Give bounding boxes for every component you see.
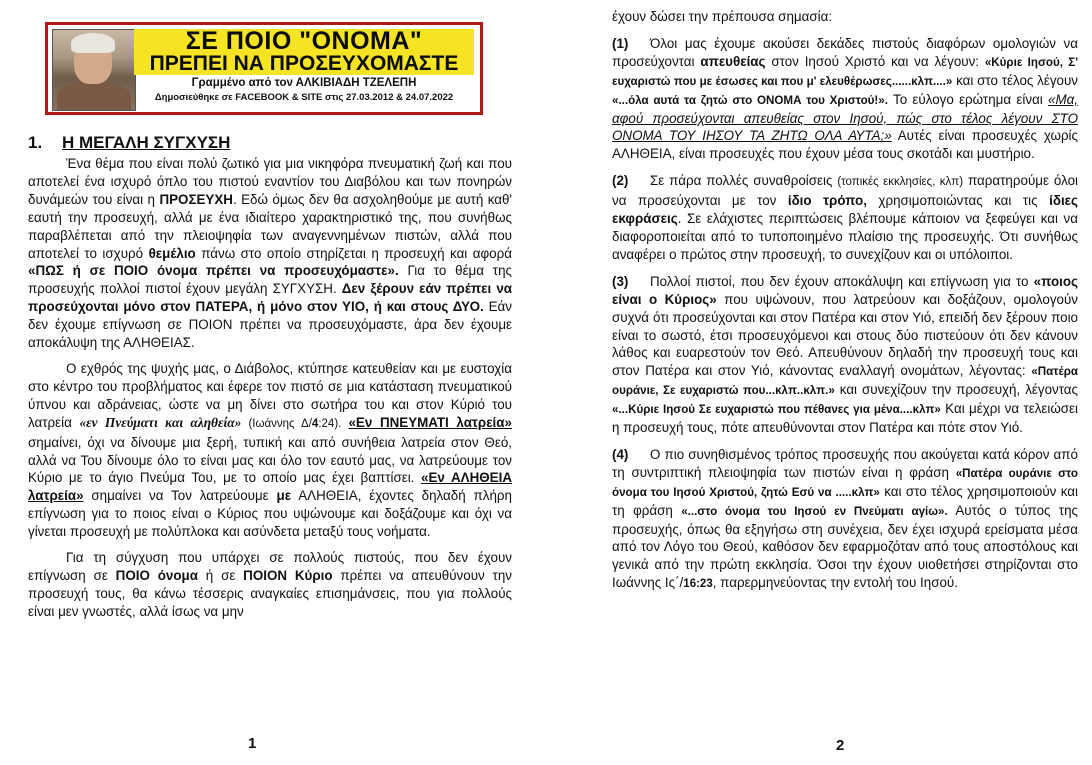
text: Και μέχρι να τελειώσει η προσευχή τους, πότε απευθύνονται στον Πατέρα και πότε στον Υιό. (612, 401, 1079, 436)
text: Ο εχθρός της ψυχής μας, ο Διάβολος, κτύπησε κατευθείαν και με ευστοχία στο κέντρο του προβλήματος και έφερε τον πιστό σε μια κατάσταση πνευματικού ύπνου και αδράνειας, ώστε να μη δίνει στο σωτήρα του και στον Κύριό του λατρεία (28, 360, 512, 430)
published-line: Δημοσιεύθηκε σε FACEBOOK & SITE στις 27.03.2012 & 24.07.2022 (154, 92, 454, 103)
page-number: 1 (248, 735, 257, 752)
point-4 (612, 446, 1078, 594)
point-2 (612, 172, 1078, 264)
text: και συνεχίζουν την προσευχή, λέγοντας (834, 382, 1079, 398)
point-number: (2) (612, 173, 629, 189)
section-heading (28, 133, 512, 153)
text: Το εύλογο ερώτημα είναι (887, 91, 1049, 107)
text: «Πατέρα ουράνιε, Σε ευχαριστώ που...κλπ..κλπ.» (612, 365, 1078, 398)
text: πάνω στο οποίο στηρίζεται η προσευχή και αφορά (195, 245, 512, 261)
text: Δεν ξέρουν εάν πρέπει να προσεύχονται μόνο στον ΠΑΤΕΡΑ, ή μόνο στον ΥΙΟ, ή και στους ΔΥΟ. (28, 281, 512, 315)
text: ίδιο τρόπο, (787, 193, 867, 209)
text: Εάν δεν έχουμε επίγνωση σε ΠΟΙΟΝ πρέπει να προσευχόμαστε, άρα δεν έχουμε αποκάλυψη της ΑΛΗΘΕΙΑΣ. (28, 299, 512, 351)
article-meta (134, 76, 474, 105)
author-photo (52, 29, 136, 111)
text: ΠΟΙΟΝ Κύριο (243, 567, 333, 583)
text: πρέπει να απευθύνουν την προσευχή τους, θα κάνω τέσσερις αναγκαίες επισημάνσεις, που για πολλούς είναι μεν γνωστές, αλλά ίσως να μην (28, 567, 512, 619)
text: «Εν ΑΛΗΘΕΙΑ λατρεία» (28, 470, 512, 504)
text: ή σε (197, 567, 244, 583)
text: ΠΟΙΟ όνομα (115, 567, 198, 583)
paragraph-1 (28, 155, 512, 352)
text: ΑΛΗΘΕΙΑ, έχοντες δηλαδή πλήρη επίγνωση για το ποιος είναι ο Κύριος που υψώνουμε και δοξάζουμε και όχι να γίνεται προσευχή με πολύπλοκα και ασύνδετα μεταξύ τους νοήματα. (28, 488, 512, 540)
text: «...Κύριε Ιησού Σε ευχαριστώ που πέθανες για μένα....κλπ» (612, 403, 941, 417)
text: Πολλοί πιστοί, που δεν έχουν αποκάλυψη και επίγνωση για το (650, 273, 1034, 289)
text: Αυτές είναι προσευχές χωρίς ΑΛΗΘΕΙΑ, είναι προσευχές που έχουν μέσα τους σκοτάδι και μυστήριο. (612, 128, 1078, 162)
text: Ο πιο συνηθισμένος τρόπος προσευχής που ακούγεται κατά κόρον από τη συντριπτική πλειοψηφία των πιστών είναι η φράση (612, 446, 1078, 480)
point-3 (612, 273, 1078, 437)
text: «εν Πνεύματι και αληθεία» (79, 414, 242, 430)
article-header (45, 22, 483, 115)
text: απευθείας (700, 53, 766, 69)
text: «Μα, αφού προσεύχονται απευθείας στον Ιησού, πώς στο τέλος λέγουν ΣΤΟ ΟΝΟΜΑ ΤΟΥ ΙΗΣΟΥ ΤΑ ΖΗΤΩ ΟΛΑ ΑΥΤΑ;» (612, 91, 1078, 144)
text: παρατηρούμε όλοι να προσεύχονται με τον (612, 173, 1078, 209)
text: 4 (311, 417, 319, 430)
text: Για το θέμα της προσευχής πολλοί πιστοί έχουν μεγάλη ΣΥΓΧΥΣΗ. (28, 263, 512, 297)
text: :24). (318, 417, 349, 430)
point-number: (4) (612, 446, 629, 462)
text: Για τη σύγχυση που υπάρχει σε πολλούς πιστούς, που δεν έχουν επίγνωση σε (28, 550, 512, 583)
text: ΠΡΟΣΕΥΧΗ (159, 191, 233, 207)
text: . Εδώ όμως δεν θα ασχοληθούμε με αυτή καθ' εαυτή την προσευχή, αλλά με ένα ιδιαίτερο χαρακτηριστικό της, που συνήθως παραβλέπεται από την πλειοψηφία των αναγεννημένων πιστών, αλλά που αποτελεί το ισχυρό (28, 191, 512, 261)
text: , παρερμηνεύοντας την εντολή του Ιησού. (712, 575, 958, 591)
text: που υψώνουν, που λατρεύουν και δοξάζουν, ομολογούν συχνά ότι προσεύχονται και στον Πατέρα και στον Υιό, επειδή δεν ξέρουν ποιο είναι το σωστό, έτσι προσευχόμενοι και στους δύο πιστεύουν ότι δεν κάνουν λάθος και ευαρεστούν τον Θεό. Απευθύνουν δηλαδή την προσευχή τους και στον Πατέρα και στον Υιό, κάνοντας εναλλαγή ονομάτων, λέγοντας: (612, 291, 1078, 379)
text: Όλοι μας έχουμε ακούσει δεκάδες πιστούς διαφόρων ομολογιών να προσεύχονται (612, 35, 1078, 69)
text: και στο τέλος λέγουν (952, 72, 1079, 88)
text: θεμέλιο (148, 245, 196, 261)
text: χρησιμοποιώντας και τις (866, 193, 1050, 209)
title-line-1: ΣΕ ΠΟΙΟ "ΟΝΟΜΑ" (185, 27, 423, 55)
continuation-line: έχουν δώσει την πρέπουσα σημασία: (612, 9, 833, 24)
text: με (276, 488, 292, 504)
text: σημαίνει, όχι να δίνουμε μια ξερή, τυπική και από συνήθεια λατρεία στον Θεό, αλλά να Του δίνουμε όλο το είναι μας και όλο τον εαυτό μας, να λατρεύουμε τον Κύριο με το άγιο Πνεύμα Του, με το οποίο μας έχει βαπτίσει. (28, 434, 512, 486)
point-number: (1) (612, 35, 629, 51)
text: «...στο όνομα του Ιησού εν Πνεύματι αγίω». (681, 504, 948, 518)
author-line: Γραμμένο από τον ΑΛΚΙΒΙΑΔΗ ΤΖΕΛΕΠΗ (191, 77, 417, 89)
text: 16:23 (683, 578, 713, 591)
section-title: Η ΜΕΓΑΛΗ ΣΥΓΧΥΣΗ (62, 133, 231, 152)
text: Αυτός ο τύπος της προσευχής, όπως θα εξηγήσω στη συνέχεια, δεν έχει ισχυρά ερείσματα μέσα από τον Λόγο του Θεού, καθόσον δεν εφαρμοζόταν από τους αποστόλους και γενικά από την πρώτη εκκλησία. Όσοι την έχουν υιοθετήσει στηρίζονται στο Ιωάννης Ις΄/ (612, 502, 1078, 591)
text: «ποιος είναι ο Κύριος» (612, 273, 1078, 307)
paragraph-3 (28, 549, 512, 621)
article-title (134, 29, 474, 75)
text: «Κύριε Ιησού, Σ' ευχαριστώ που με έσωσες και που μ' ελευθέρωσες......κλπ....» (612, 55, 1079, 88)
text: . Σε ελάχιστες περιπτώσεις βλέπουμε κάποιον να ξεφεύγει και να διαφοροποιείται από το τυποποιημένο πλαίσιο της προσευχής. Ότι συνήθως αναφέρει ο πρώτος στην προσευχή, το συνεχίζουν και οι υπόλοιποι. (612, 211, 1078, 262)
text: Ένα θέμα που είναι πολύ ζωτικό για μια νικηφόρα πνευματική ζωή και που αποτελεί ένα ισχυρό όπλο του πιστού εναντίον του Διαβόλου και των πονηρών δυνάμεών του είναι η (28, 156, 512, 207)
text: και στο τέλος χρησιμοποιούν και τη φράση (612, 483, 1079, 518)
text: (τοπικές εκκλησίες, κλπ) (837, 176, 964, 189)
paragraph-2 (28, 360, 512, 541)
point-number: (3) (612, 273, 629, 289)
text: ίδιες εκφράσεις (612, 193, 1079, 227)
text: «Εν ΠΝΕΥΜΑΤΙ λατρεία» (348, 414, 512, 430)
text: σημαίνει να Τον λατρεύουμε (83, 488, 277, 504)
text: Σε πάρα πολλές συναθροίσεις (650, 173, 838, 189)
page-right (546, 0, 1092, 765)
title-line-2: ΠΡΕΠΕΙ ΝΑ ΠΡΟΣΕΥΧΟΜΑΣΤΕ (149, 52, 459, 75)
text: «ΠΩΣ ή σε ΠΟΙΟ όνομα πρέπει να προσευχόμαστε». (28, 263, 399, 279)
text: (Ιωάννης Δ/ (241, 417, 312, 430)
section-number: 1. (28, 133, 43, 152)
point-1 (612, 35, 1078, 163)
text: «...όλα αυτά τα ζητώ στο ΟΝΟΜΑ του Χριστού!». (612, 93, 888, 107)
text: «Πατέρα ουράνιε στο όνομα του Ιησού Χριστού, ζητώ Εσύ να .....κλπ» (612, 466, 1078, 499)
page-number: 2 (836, 737, 845, 754)
text: στον Ιησού Χριστό και να λέγουν: (765, 53, 985, 69)
